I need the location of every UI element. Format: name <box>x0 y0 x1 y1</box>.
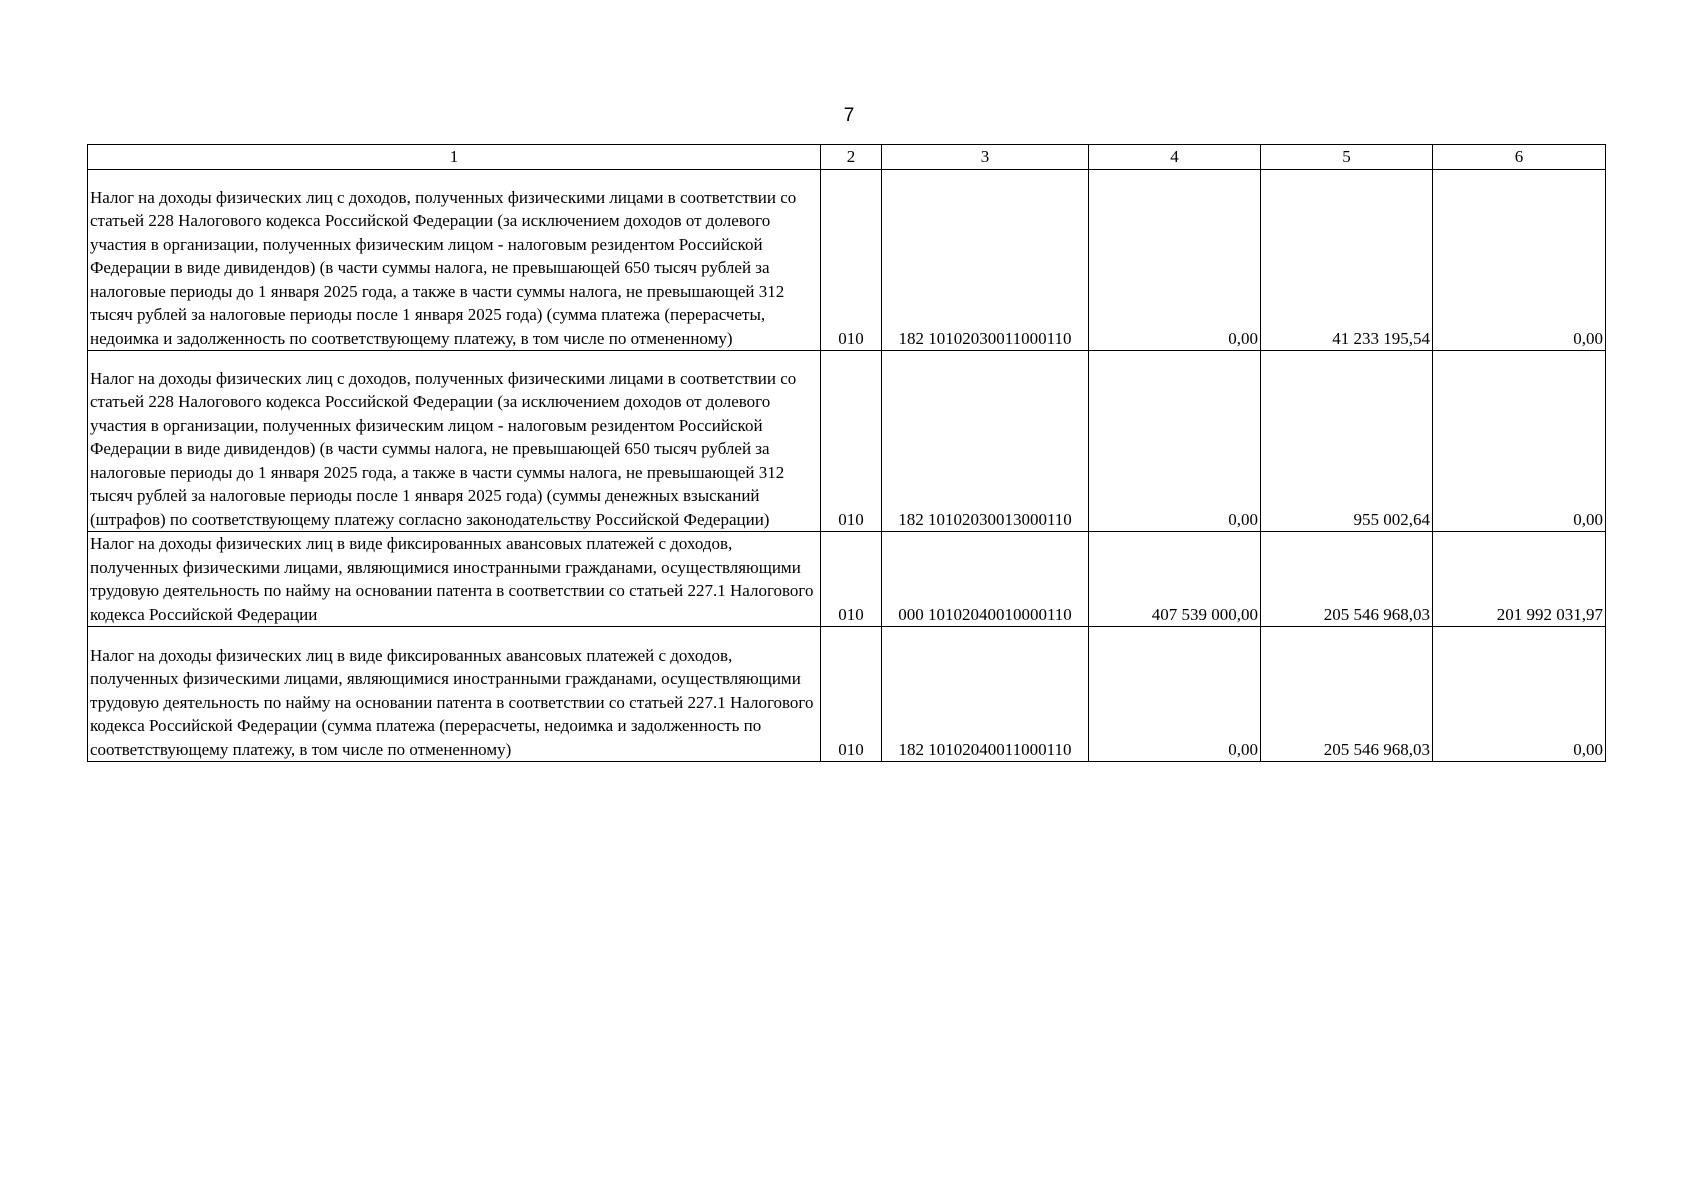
row-line-code: 010 <box>821 351 882 532</box>
row-col4-value: 0,00 <box>1089 170 1261 351</box>
row-col6-value: 0,00 <box>1433 170 1606 351</box>
header-col-2: 2 <box>821 145 882 170</box>
row-col5-value: 205 546 968,03 <box>1261 532 1433 627</box>
table-row <box>88 170 1606 351</box>
page-number: 7 <box>843 105 855 126</box>
row-budget-code: 000 10102040010000110 <box>882 532 1089 627</box>
row-description: Налог на доходы физических лиц с доходов, полученных физическими лицами в соответствии со статьей 228 Налогового кодекса Российской Федерации (за исключением доходов от долевого участия в организации, полученных физическим лицом - налоговым резидентом Российской Федерации в виде дивидендов) (в части суммы налога, не превышающей 650 тысяч рублей за налоговые периоды до 1 января 2025 года, а также в части суммы налога, не превышающей 312 тысяч рублей за налоговые периоды после 1 января 2025 года) (суммы денежных взысканий (штрафов) по соответствующему платежу согласно законодательству Российской Федерации) <box>88 351 821 532</box>
report-table <box>87 144 1606 762</box>
row-description: Налог на доходы физических лиц с доходов, полученных физическими лицами в соответствии со статьей 228 Налогового кодекса Российской Федерации (за исключением доходов от долевого участия в организации, полученных физическим лицом - налоговым резидентом Российской Федерации в виде дивидендов) (в части суммы налога, не превышающей 650 тысяч рублей за налоговые периоды до 1 января 2025 года, а также в части суммы налога, не превышающей 312 тысяч рублей за налоговые периоды после 1 января 2025 года) (сумма платежа (перерасчеты, недоимка и задолженность по соответствующему платежу, в том числе по отмененному) <box>88 170 821 351</box>
header-col-4: 4 <box>1089 145 1261 170</box>
header-col-3: 3 <box>882 145 1089 170</box>
table-row <box>88 627 1606 762</box>
header-col-5: 5 <box>1261 145 1433 170</box>
row-col4-value: 0,00 <box>1089 351 1261 532</box>
table-row <box>88 532 1606 627</box>
row-col4-value: 0,00 <box>1089 627 1261 762</box>
row-description: Налог на доходы физических лиц в виде фиксированных авансовых платежей с доходов, полученных физическими лицами, являющимися иностранными гражданами, осуществляющими трудовую деятельность по найму на основании патента в соответствии со статьей 227.1 Налогового кодекса Российской Федерации <box>88 532 821 627</box>
row-col4-value: 407 539 000,00 <box>1089 532 1261 627</box>
row-col5-value: 955 002,64 <box>1261 351 1433 532</box>
row-col6-value: 0,00 <box>1433 627 1606 762</box>
row-line-code: 010 <box>821 170 882 351</box>
row-line-code: 010 <box>821 532 882 627</box>
row-col6-value: 0,00 <box>1433 351 1606 532</box>
header-row <box>88 145 1606 170</box>
row-col5-value: 41 233 195,54 <box>1261 170 1433 351</box>
row-budget-code: 182 10102030011000110 <box>882 170 1089 351</box>
row-description: Налог на доходы физических лиц в виде фиксированных авансовых платежей с доходов, полученных физическими лицами, являющимися иностранными гражданами, осуществляющими трудовую деятельность по найму на основании патента в соответствии со статьей 227.1 Налогового кодекса Российской Федерации (сумма платежа (перерасчеты, недоимка и задолженность по соответствующему платежу, в том числе по отмененному) <box>88 627 821 762</box>
header-col-6: 6 <box>1433 145 1606 170</box>
row-budget-code: 182 10102030013000110 <box>882 351 1089 532</box>
header-col-1: 1 <box>88 145 821 170</box>
row-col6-value: 201 992 031,97 <box>1433 532 1606 627</box>
table-row <box>88 351 1606 532</box>
row-line-code: 010 <box>821 627 882 762</box>
row-col5-value: 205 546 968,03 <box>1261 627 1433 762</box>
row-budget-code: 182 10102040011000110 <box>882 627 1089 762</box>
